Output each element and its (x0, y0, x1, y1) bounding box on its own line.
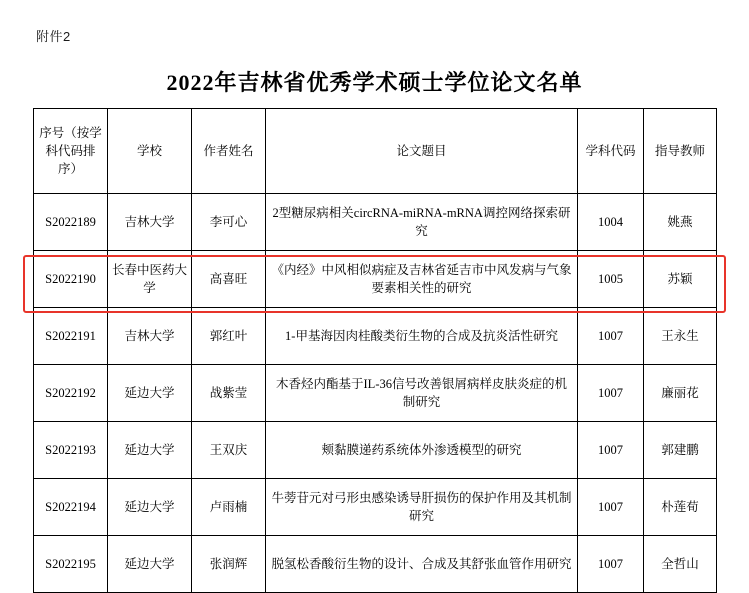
cell-no: S2022194 (34, 479, 108, 536)
cell-no: S2022192 (34, 365, 108, 422)
cell-author: 卢雨楠 (192, 479, 266, 536)
cell-subject-code: 1007 (578, 308, 644, 365)
cell-author: 王双庆 (192, 422, 266, 479)
cell-advisor: 郭建鹏 (644, 422, 717, 479)
table-header-row (34, 109, 717, 194)
cell-author: 郭红叶 (192, 308, 266, 365)
cell-advisor: 苏颖 (644, 251, 717, 308)
cell-subject-code: 1004 (578, 194, 644, 251)
cell-advisor: 王永生 (644, 308, 717, 365)
cell-paper-title: 木香烃内酯基于IL-36信号改善银屑病样皮肤炎症的机制研究 (266, 365, 578, 422)
cell-paper-title: 《内经》中风相似病症及吉林省延吉市中风发病与气象要素相关性的研究 (266, 251, 578, 308)
cell-paper-title: 牛蒡苷元对弓形虫感染诱导肝损伤的保护作用及其机制研究 (266, 479, 578, 536)
cell-subject-code: 1005 (578, 251, 644, 308)
cell-paper-title: 脱氢松香酸衍生物的设计、合成及其舒张血管作用研究 (266, 536, 578, 593)
thesis-list-table (33, 108, 717, 593)
table-row (34, 251, 717, 308)
cell-advisor: 全哲山 (644, 536, 717, 593)
cell-school: 延边大学 (108, 536, 192, 593)
cell-paper-title: 1-甲基海因肉桂酸类衍生物的合成及抗炎活性研究 (266, 308, 578, 365)
cell-advisor: 朴莲荀 (644, 479, 717, 536)
cell-no: S2022191 (34, 308, 108, 365)
cell-paper-title: 2型糖尿病相关circRNA-miRNA-mRNA调控网络探索研究 (266, 194, 578, 251)
table-row (34, 479, 717, 536)
cell-author: 高喜旺 (192, 251, 266, 308)
attachment-label: 附件2 (36, 29, 71, 44)
table-body (34, 194, 717, 593)
table-row (34, 422, 717, 479)
column-header-author: 作者姓名 (192, 109, 266, 194)
cell-no: S2022193 (34, 422, 108, 479)
cell-subject-code: 1007 (578, 422, 644, 479)
column-header-subject-code: 学科代码 (578, 109, 644, 194)
table-container (33, 108, 716, 593)
cell-paper-title: 颊黏膜递药系统体外渗透模型的研究 (266, 422, 578, 479)
cell-no: S2022189 (34, 194, 108, 251)
column-header-paper-title: 论文题目 (266, 109, 578, 194)
cell-subject-code: 1007 (578, 479, 644, 536)
cell-advisor: 姚燕 (644, 194, 717, 251)
cell-no: S2022195 (34, 536, 108, 593)
column-header-school: 学校 (108, 109, 192, 194)
column-header-no: 序号（按学科代码排序） (34, 109, 108, 194)
table-header (34, 109, 717, 194)
table-row (34, 536, 717, 593)
cell-no: S2022190 (34, 251, 108, 308)
cell-school: 长春中医药大学 (108, 251, 192, 308)
page-title: 2022年吉林省优秀学术硕士学位论文名单 (166, 70, 583, 95)
table-row (34, 194, 717, 251)
cell-school: 吉林大学 (108, 194, 192, 251)
cell-subject-code: 1007 (578, 365, 644, 422)
cell-school: 延边大学 (108, 365, 192, 422)
cell-subject-code: 1007 (578, 536, 644, 593)
cell-advisor: 廉丽花 (644, 365, 717, 422)
cell-school: 延边大学 (108, 479, 192, 536)
cell-author: 张润辉 (192, 536, 266, 593)
cell-school: 吉林大学 (108, 308, 192, 365)
cell-author: 战紫莹 (192, 365, 266, 422)
table-row (34, 365, 717, 422)
column-header-advisor: 指导教师 (644, 109, 717, 194)
table-row (34, 308, 717, 365)
cell-author: 李可心 (192, 194, 266, 251)
cell-school: 延边大学 (108, 422, 192, 479)
